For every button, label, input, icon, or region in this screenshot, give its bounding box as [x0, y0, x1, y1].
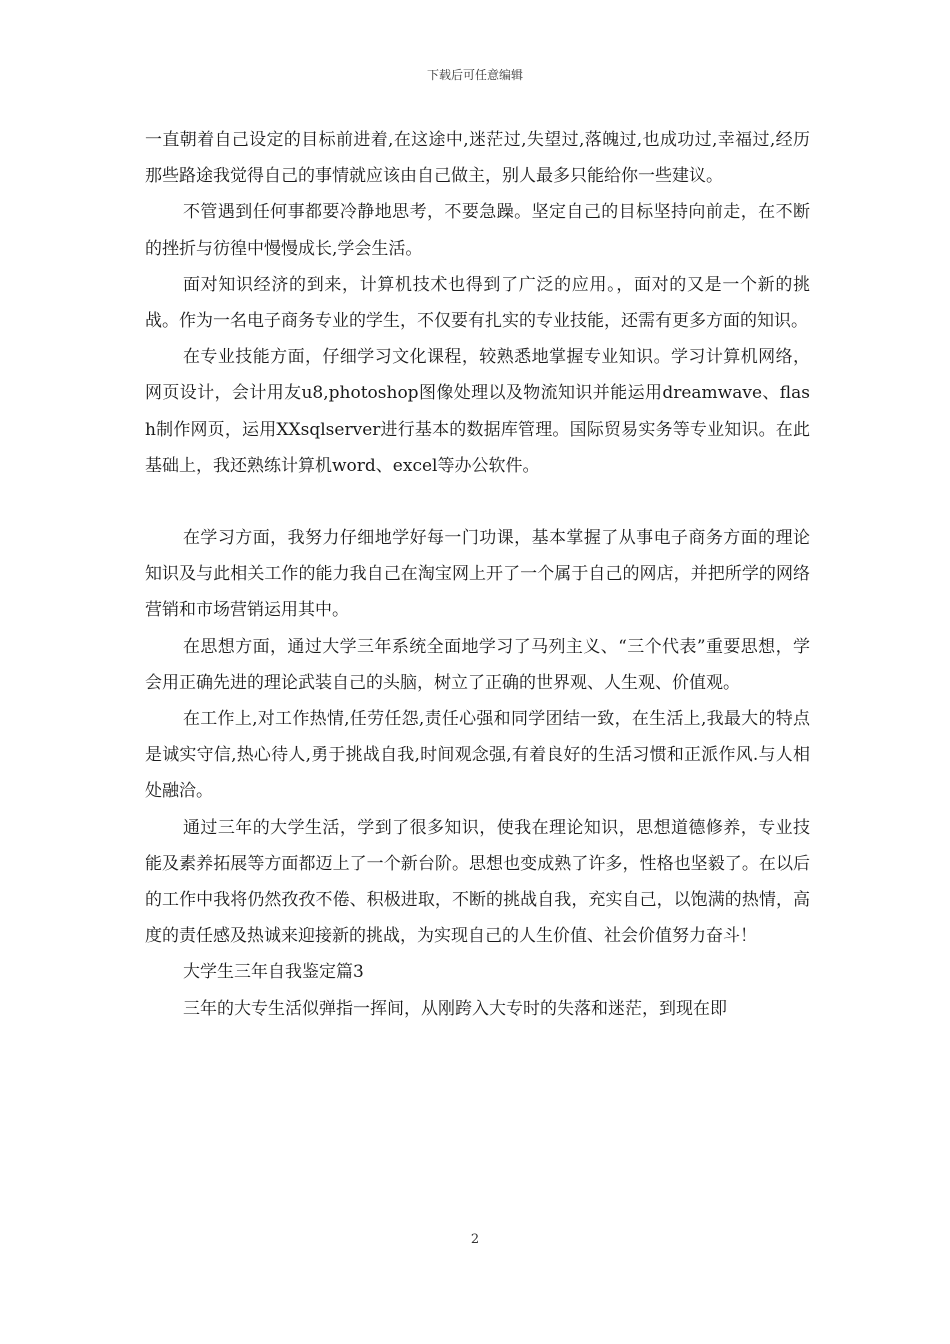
paragraph-8: 通过三年的大学生活，学到了很多知识，使我在理论知识，思想道德修养，专业技能及素养拓展等方面都迈上了一个新台阶。思想也变成熟了许多，性格也坚毅了。在以后的工作中我将仍然孜孜不倦、积极进取，不断的挑战自我，充实自己，以饱满的热情，高度的责任感及热诚来迎接新的挑战，为实现自己的人生价值、社会价值努力奋斗！: [145, 817, 810, 947]
page-number: 2: [470, 1232, 480, 1247]
section-heading: 大学生三年自我鉴定篇3: [183, 962, 364, 983]
paragraph-9: 三年的大专生活似弹指一挥间，从刚跨入大专时的失落和迷茫，到现在即: [183, 998, 727, 1019]
paragraph-3: 面对知识经济的到来，计算机技术也得到了广泛的应用。，面对的又是一个新的挑战。作为一名电子商务专业的学生，不仅要有扎实的专业技能，还需有更多方面的知识。: [145, 274, 810, 332]
paragraph-6: 在思想方面，通过大学三年系统全面地学习了马列主义、“三个代表”重要思想，学会用正确先进的理论武装自己的头脑，树立了正确的世界观、人生观、价值观。: [145, 636, 810, 693]
paragraph-5: 在学习方面，我努力仔细地学好每一门功课，基本掌握了从事电子商务方面的理论知识及与此相关工作的能力我自己在淘宝网上开了一个属于自己的网店，并把所学的网络营销和市场营销运用其中。: [145, 528, 810, 621]
page-header: 下载后可任意编辑: [426, 68, 523, 82]
paragraph-spacer: [145, 484, 810, 520]
document-body: [145, 122, 810, 1027]
paragraph-1: 一直朝着自己设定的目标前进着,在这途中,迷茫过,失望过,落魄过,也成功过,幸福过,经历那些路途我觉得自己的事情就应该由自己做主，别人最多只能给你一些建议。: [145, 130, 810, 187]
paragraph-2: 不管遇到任何事都要冷静地思考，不要急躁。坚定自己的目标坚持向前走，在不断的挫折与彷徨中慢慢成长,学会生活。: [145, 202, 810, 259]
paragraph-4: 在专业技能方面，仔细学习文化课程，较熟悉地掌握专业知识。学习计算机网络，网页设计，会计用友u8,photoshop图像处理以及物流知识并能运用dreamwave、flash制作网页，运用XXsqlserver进行基本的数据库管理。国际贸易实务等专业知识。在此基础上，我还熟练计算机word、excel等办公软件。: [145, 347, 810, 476]
paragraph-7: 在工作上,对工作热情,任劳任怨,责任心强和同学团结一致，在生活上,我最大的特点是诚实守信,热心待人,勇于挑战自我,时间观念强,有着良好的生活习惯和正派作风.与人相处融洽。: [145, 709, 810, 802]
